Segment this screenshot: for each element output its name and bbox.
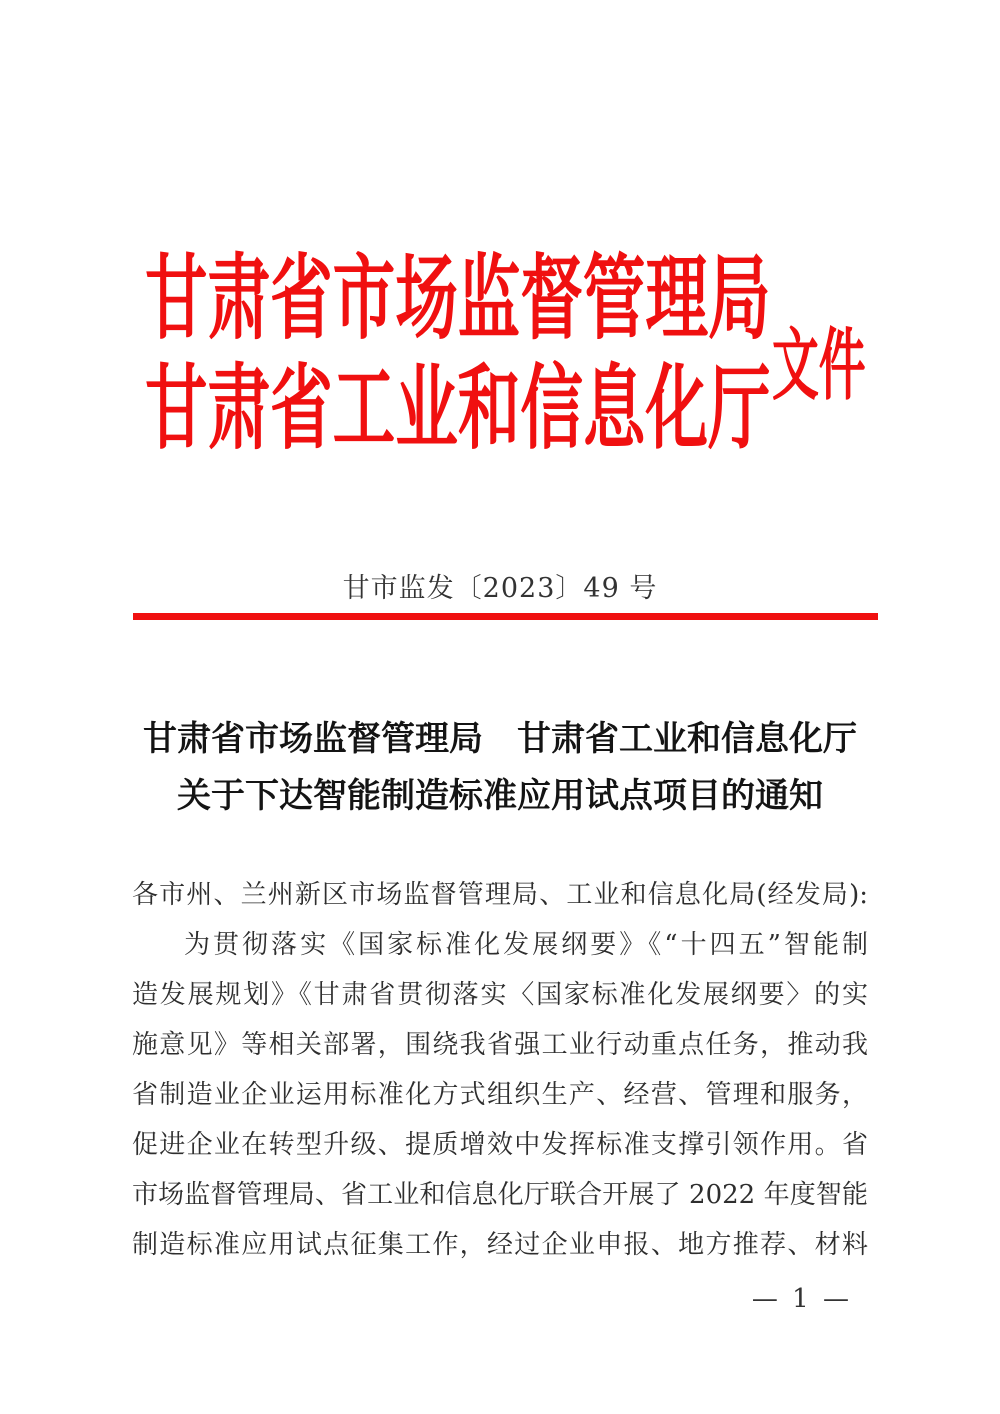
letterhead-org-line-2: 甘肃省工业和信息化厅	[145, 354, 771, 462]
body-line: 促进企业在转型升级、提质增效中发挥标准支撑引领作用。省	[132, 1130, 868, 1160]
body-line: 制造标准应用试点征集工作，经过企业申报、地方推荐、材料	[132, 1230, 868, 1260]
letterhead-doc-type-label: 文件	[772, 320, 866, 411]
body-line: 造发展规划》《甘肃省贯彻落实〈国家标准化发展纲要〉的实	[132, 980, 868, 1010]
letterhead-org-line-1: 甘肃省市场监督管理局	[145, 244, 771, 352]
doc-title-line-2: 关于下达智能制造标准应用试点项目的通知	[177, 776, 823, 816]
body-line: 市场监督管理局、省工业和信息化厅联合开展了 2022 年度智能	[132, 1180, 868, 1210]
page-number: — 1 —	[751, 1284, 852, 1314]
body-text	[132, 870, 868, 1270]
red-separator-line	[133, 613, 878, 620]
doc-title-line-1: 甘肃省市场监督管理局 甘肃省工业和信息化厅	[143, 719, 857, 759]
doc-number: 甘市监发〔2023〕49 号	[342, 573, 658, 604]
body-line: 为贯彻落实《国家标准化发展纲要》《“十四五”智能制	[184, 930, 868, 960]
salutation-line: 各市州、兰州新区市场监督管理局、工业和信息化局(经发局):	[132, 880, 868, 910]
doc-title	[0, 711, 1000, 825]
body-line: 省制造业企业运用标准化方式组织生产、经营、管理和服务，	[132, 1080, 868, 1110]
body-line: 施意见》等相关部署，围绕我省强工业行动重点任务，推动我	[132, 1030, 868, 1060]
